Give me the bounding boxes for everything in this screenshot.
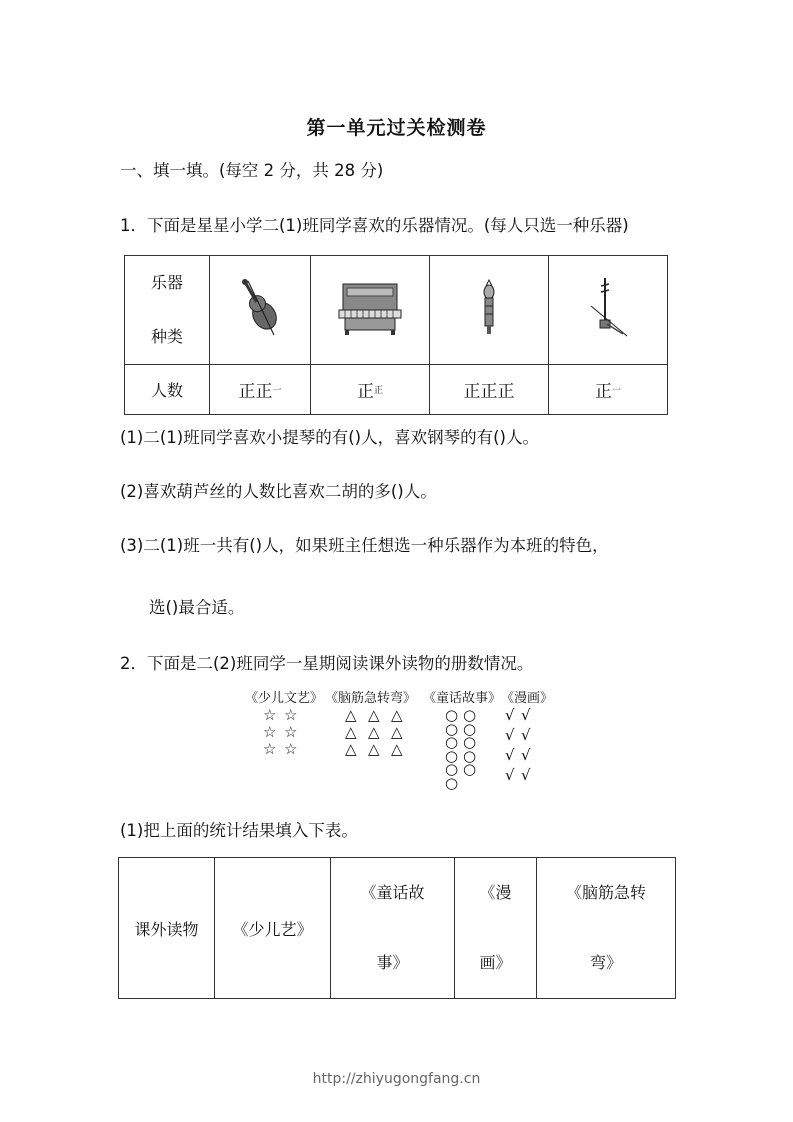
book-title-1: 《少儿文艺》	[245, 691, 324, 706]
reading-col-1: 《少儿艺》	[215, 858, 331, 999]
tally-mark: ○	[463, 706, 477, 724]
section-heading: 一、填一填。(每空 2 分，共 28 分)	[120, 161, 384, 180]
tally-mark: △	[391, 723, 403, 741]
question-1-heading: 1．下面是星星小学二(1)班同学喜欢的乐器情况。(每人只选一种乐器)	[120, 216, 629, 235]
tally-mark: ○	[445, 733, 459, 751]
footer-url: http://zhiyugongfang.cn	[312, 1071, 481, 1087]
tally-mark: ☆	[263, 723, 277, 741]
tally-mark: △	[391, 740, 403, 758]
violin-icon	[230, 273, 290, 343]
reading-col-2: 《童话故 事》	[331, 858, 455, 999]
piano-icon	[335, 278, 405, 338]
tally-mark: ○	[445, 746, 459, 765]
count-label: 人数	[125, 365, 210, 415]
book-title-3: 《童话故事》	[423, 691, 502, 706]
question-1-sub-1: (1)二(1)班同学喜欢小提琴的有()人，喜欢钢琴的有()人。	[120, 428, 539, 447]
book-title-4: 《漫画》	[501, 691, 554, 706]
reading-col-3: 《漫 画》	[455, 858, 537, 999]
hulusi-cell	[430, 256, 549, 365]
instrument-label-a: 乐器	[150, 273, 183, 292]
tally-mark: ☆	[284, 706, 298, 724]
tally-mark: √	[521, 706, 531, 724]
page-title: 第一单元过关检测卷	[306, 117, 487, 139]
tally-mark: ○	[445, 760, 459, 778]
tally-mark: ○	[463, 746, 477, 765]
piano-cell	[311, 256, 430, 365]
question-1-sub-3: (3)二(1)班一共有()人，如果班主任想选一种乐器作为本班的特色，	[120, 536, 609, 555]
tally-mark: √	[521, 746, 531, 764]
tally-mark: ☆	[284, 723, 298, 741]
erhu-cell	[549, 256, 668, 365]
instrument-label-b: 种类	[150, 327, 183, 346]
tally-mark: √	[521, 726, 531, 744]
tally-mark: √	[521, 766, 531, 784]
tally-mark: ○	[463, 719, 477, 738]
tally-mark: √	[505, 706, 515, 724]
reading-table	[118, 857, 676, 999]
violin-cell	[210, 256, 311, 365]
book-title-2: 《脑筋急转弯》	[325, 691, 417, 706]
erhu-icon	[583, 276, 633, 340]
tally-mark: ○	[463, 733, 477, 751]
instrument-table	[124, 255, 668, 415]
erhu-tally: 正$^一$	[549, 365, 668, 415]
question-1-sub-2: (2)喜欢葫芦丝的人数比喜欢二胡的多()人。	[120, 482, 437, 501]
tally-mark: ☆	[263, 706, 277, 724]
tally-mark: ○	[463, 760, 477, 778]
tally-mark: ○	[445, 719, 459, 738]
tally-mark: △	[368, 706, 380, 724]
hulusi-tally: 正正正	[430, 365, 549, 415]
tally-mark: ○	[445, 773, 459, 792]
reading-tally-figure	[245, 687, 555, 797]
tally-mark: △	[345, 706, 357, 724]
hulusi-icon	[474, 278, 504, 338]
tally-mark: ○	[445, 706, 459, 724]
question-1-sub-3-continued: 选()最合适。	[149, 598, 245, 617]
tally-mark: △	[345, 740, 357, 758]
tally-mark: ☆	[263, 740, 277, 758]
reading-col-4: 《脑筋急转 弯》	[537, 858, 676, 999]
tally-mark: △	[391, 706, 403, 724]
tally-mark: √	[505, 726, 515, 744]
piano-tally: 正$^正$	[311, 365, 430, 415]
tally-mark: △	[368, 723, 380, 741]
violin-tally: 正正$^一$	[210, 365, 311, 415]
question-2-heading: 2．下面是二(2)班同学一星期阅读课外读物的册数情况。	[120, 654, 534, 673]
question-2-sub-1: (1)把上面的统计结果填入下表。	[120, 821, 358, 840]
tally-mark: ☆	[284, 740, 298, 758]
reading-label: 课外读物	[119, 858, 215, 999]
tally-mark: △	[345, 723, 357, 741]
instrument-label-cell	[125, 256, 210, 365]
tally-mark: △	[368, 740, 380, 758]
tally-mark: √	[505, 746, 515, 764]
tally-mark: √	[505, 766, 515, 784]
